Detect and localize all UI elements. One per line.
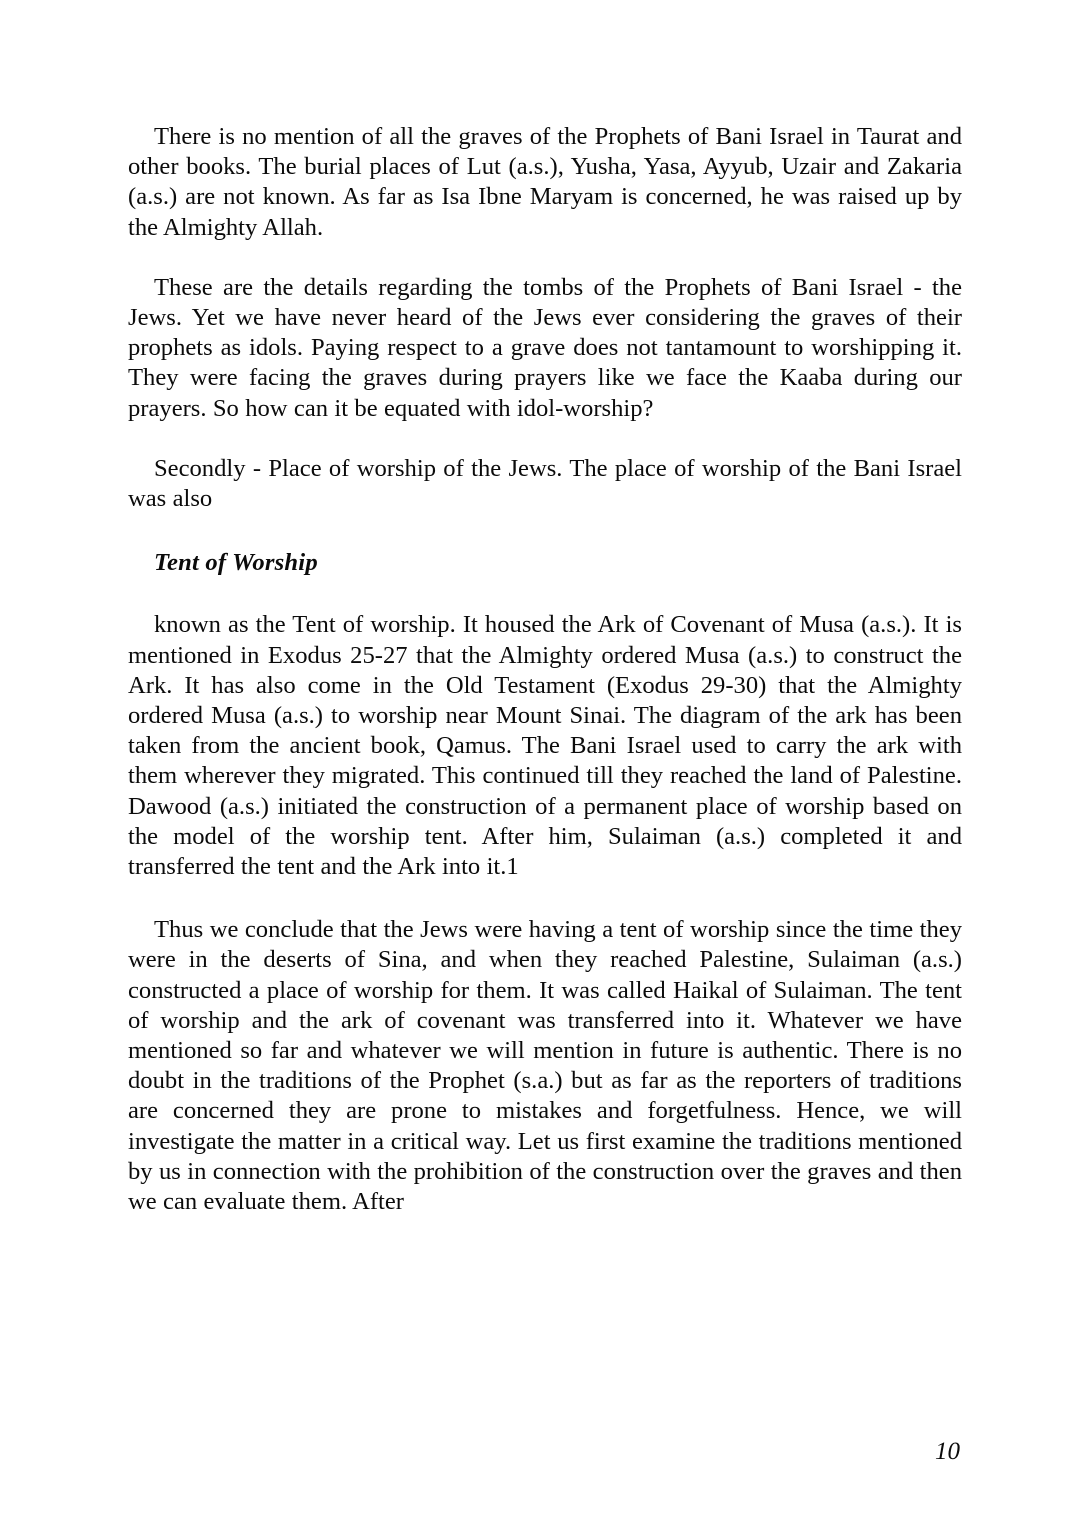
paragraph-spacer: [128, 424, 962, 454]
section-heading-tent-of-worship: Tent of Worship: [154, 549, 318, 577]
page-text-body: [128, 122, 962, 1217]
paragraph-conclusion-tent: Thus we conclude that the Jews were having a tent of worship since the time they were in the deserts of Sina, and when they reached Palestine, Sulaiman (a.s.) constructed a place of worship for them. It was called Haikal of Sulaiman. The tent of worship and the ark of covenant was transferred into it. Whatever we have mentioned so far and whatever we will mention in future is authentic. There is no doubt in the traditions of the Prophet (s.a.) but as far as the reporters of traditions are concerned they are prone to mistakes and forgetfulness. Hence, we will investigate the matter in a critical way. Let us first examine the traditions mentioned by us in connection with the prohibition of the construction over the graves and then we can evaluate them. After: [128, 916, 962, 1216]
page-number: 10: [935, 1438, 960, 1465]
paragraph-ark-of-covenant: known as the Tent of worship. It housed the Ark of Covenant of Musa (a.s.). It is mentioned in Exodus 25-27 that the Almighty ordered Musa (a.s.) to construct the Ark. It has also come in the Old Testament (Exodus 29-30) that the Almighty ordered Musa (a.s.) to worship near Mount Sinai. The diagram of the ark has been taken from the ancient book, Qamus. The Bani Israel used to carry the ark with them wherever they migrated. This continued till they reached the land of Palestine. Dawood (a.s.) initiated the construction of a permanent place of worship based on the model of the worship tent. After him, Sulaiman (a.s.) completed it and transferred the tent and the Ark into it.1: [128, 611, 962, 881]
paragraph-spacer: [128, 882, 962, 915]
heading-spacer-top: [128, 514, 962, 548]
paragraph-graves-of-prophets: There is no mention of all the graves of the Prophets of Bani Israel in Taurat and other books. The burial places of Lut (a.s.), Yusha, Yasa, Ayyub, Uzair and Zakaria (a.s.) are not known. As far as Isa Ibne Maryam is concerned, he was raised up by the Almighty Allah.: [128, 123, 962, 241]
heading-spacer-bottom: [128, 578, 962, 610]
paragraph-secondly-place-of-worship: Secondly - Place of worship of the Jews. The place of worship of the Bani Israel was also: [128, 454, 962, 513]
paragraph-spacer: [128, 243, 962, 273]
paragraph-tombs-details: These are the details regarding the tombs of the Prophets of Bani Israel - the Jews. Yet we have never heard of the Jews ever considering the graves of their prophets as idols. Paying respect to a grave does not tantamount to worshipping it. They were facing the graves during prayers like we face the Kaaba during our prayers. So how can it be equated with idol-worship?: [128, 273, 962, 422]
